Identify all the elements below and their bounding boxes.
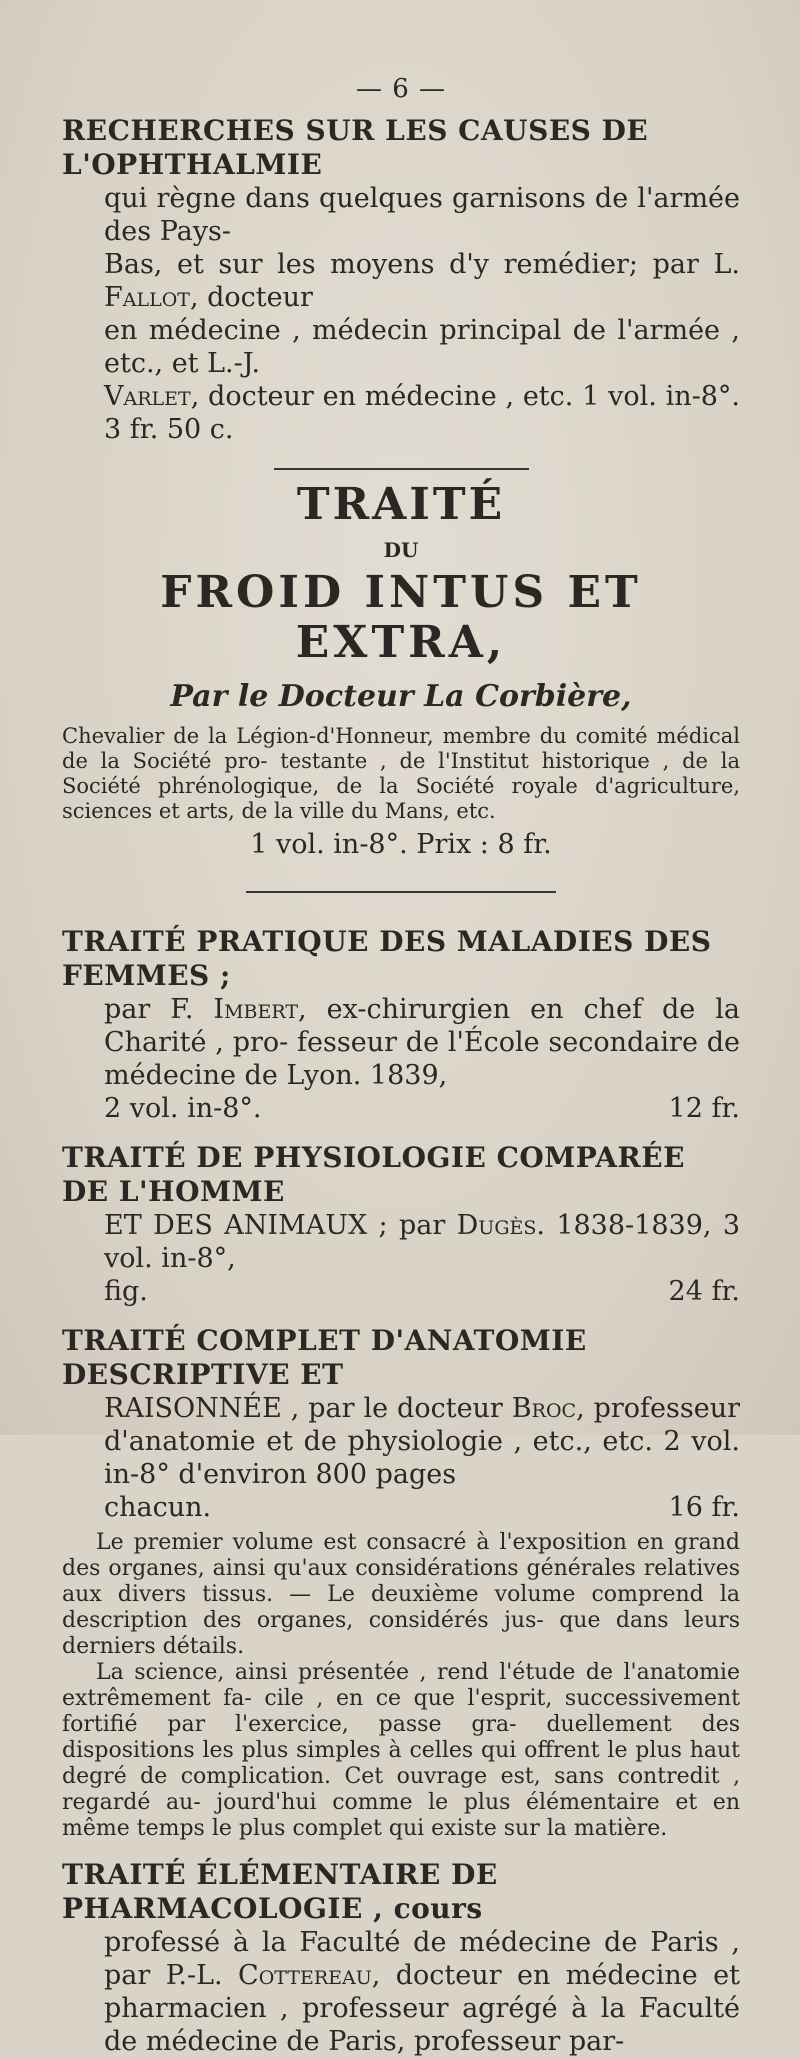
divider (246, 891, 556, 893)
entry-text: ET DES ANIMAUX ; par (104, 1210, 457, 1241)
title-traite: TRAITÉ (296, 479, 506, 530)
format-text: chacun. (104, 1492, 212, 1523)
entry-physiologie (62, 1141, 740, 1308)
price-line: 1 vol. in-8°. Prix : 8 fr. (250, 829, 552, 860)
entry-heading: TRAITÉ ÉLÉMENTAIRE DE PHARMACOLOGIE , cours (62, 1858, 498, 1925)
entry-pharmacologie (62, 1858, 740, 2058)
entry-text: . 1838-1839, 3 vol. in-8°, (104, 1210, 740, 1274)
entry-body (62, 1392, 740, 1524)
entry-text: , docteur (189, 282, 313, 313)
entry-body (62, 182, 740, 446)
author-name: Dugès (456, 1210, 537, 1241)
entry-anatomie (62, 1324, 740, 1842)
divider (274, 468, 529, 470)
entry-line (104, 1209, 740, 1275)
entry-text: RAISONNÉE , par le docteur (104, 1393, 512, 1424)
entry-text: , docteur en médecine et pharmacien , professeur agrégé à la Faculté de médecine de Paris, professeur par- (104, 1960, 740, 2057)
entry-text-block (104, 1392, 740, 1491)
title-author: Par le Docteur La Corbière, (170, 679, 632, 714)
entry-heading: TRAITÉ PRATIQUE DES MALADIES DES FEMMES ; (62, 925, 712, 992)
entry-text: Bas, et sur les moyens d'y remédier; par L. (104, 249, 740, 280)
entry-text: par F. (104, 994, 214, 1025)
author-name: Fallot (104, 282, 190, 313)
author-name: Varlet (104, 381, 191, 412)
entry-text: professé à la Faculté de médecine de Paris , par P.-L. (104, 1927, 740, 1991)
entry-line: en médecine , médecin principal de l'armée , etc., et L.-J. (104, 315, 740, 379)
price-line (104, 1491, 740, 1524)
entry-text: , docteur en médecine , etc. 1 vol. in-8°. 3 fr. 50 c. (104, 381, 740, 445)
entry-heading: TRAITÉ COMPLET D'ANATOMIE DESCRIPTIVE ET (62, 1324, 587, 1391)
page-number: — 6 — (355, 74, 447, 104)
entry-body (62, 1926, 740, 2058)
price-line (104, 1275, 740, 1308)
entry-text: , professeur d'anatomie et de physiologie , etc., etc. 2 vol. in-8° d'environ 800 pages (104, 1393, 740, 1490)
price-text: 12 fr. (668, 1093, 740, 1124)
author-name: Cottereau (238, 1960, 372, 1991)
entry-ophthalmie (62, 114, 740, 446)
entry-text: , ex-chirurgien en chef de la Charité , pro- fesseur de l'École secondaire de médecine de Lyon. 1839, (104, 994, 740, 1091)
description-paragraph: La science, ainsi présentée , rend l'étude de l'anatomie extrêmement fa- cile , en ce que l'esprit, successivement fortifié par l'exercice, passe gra- duellement des dispositions les plus simples à celles qui offrent le plus haut degré de complication. Cet ouvrage est, sans contredit , regardé au- jourd'hui comme le plus élémentaire et en même temps le plus complet qui existe sur la matière. (62, 1660, 740, 1841)
entry-line (104, 380, 740, 446)
entry-text-block (104, 993, 740, 1092)
format-text: fig. (104, 1276, 148, 1307)
price-text: 24 fr. (668, 1276, 740, 1307)
entry-heading: RECHERCHES SUR LES CAUSES DE L'OPHTHALMIE (62, 114, 649, 181)
author-name: Imbert (213, 994, 299, 1025)
author-credentials: Chevalier de la Légion-d'Honneur, membre du comité médical de la Société pro- testante , de l'Institut historique , de la Société phrénologique, de la Société royale d'agriculture, sciences et arts, de la ville du Mans, etc. (62, 724, 740, 823)
price-text: 16 fr. (668, 1492, 740, 1523)
entry-froid (62, 480, 740, 861)
title-subject: FROID INTUS ET EXTRA, (160, 567, 642, 668)
entry-maladies-femmes (62, 925, 740, 1125)
author-name: Broc (511, 1393, 577, 1424)
entry-text-block (104, 1926, 740, 2058)
format-text: 2 vol. in-8°. (104, 1093, 262, 1124)
entry-body (62, 993, 740, 1125)
description-paragraph: Le premier volume est consacré à l'exposition en grand des organes, ainsi qu'aux considérations générales relatives aux divers tissus. — Le deuxième volume comprend la description des organes, considérés jus- que dans leurs derniers détails. (62, 1530, 740, 1659)
entry-line (104, 248, 740, 314)
entry-line: qui règne dans quelques garnisons de l'armée des Pays- (104, 183, 740, 247)
price-line (104, 1092, 740, 1125)
entry-body (62, 1209, 740, 1308)
entry-heading: TRAITÉ DE PHYSIOLOGIE COMPARÉE DE L'HOMME (62, 1141, 685, 1208)
title-du: DU (383, 538, 419, 562)
